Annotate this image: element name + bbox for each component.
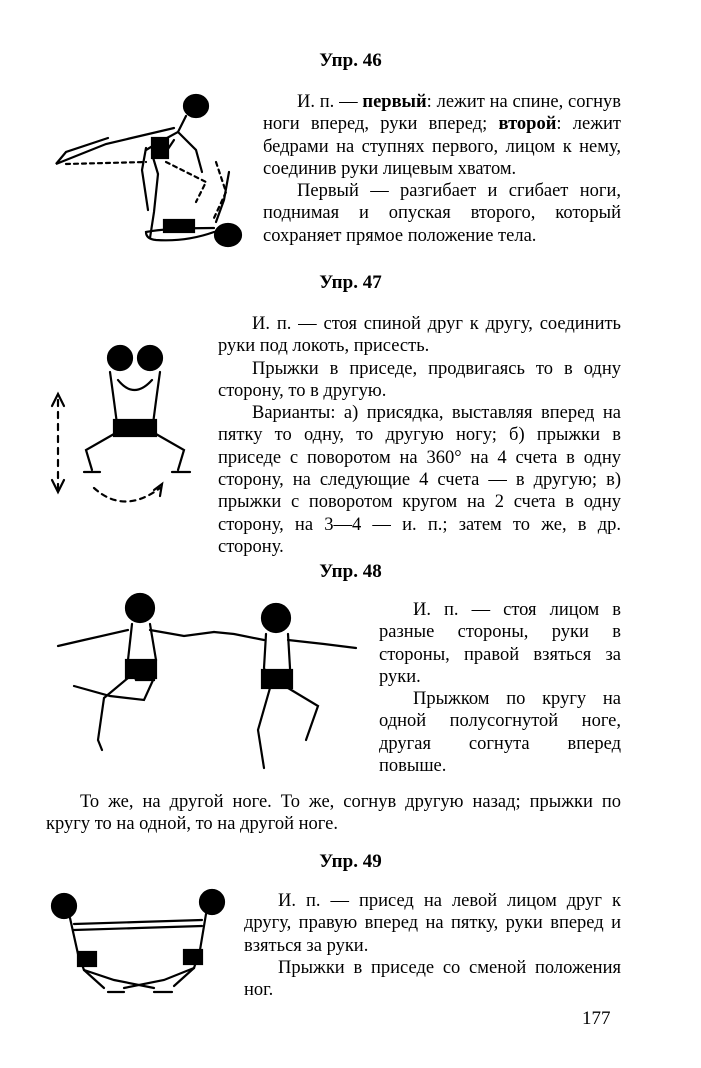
ex46-p1-a: И. п. — (297, 92, 363, 112)
ex46-p1-e: : лежит бедрами на ступнях первого, лицом к нему, соединив руки лицевым хватом. (263, 114, 621, 179)
ex46-second: второй (498, 114, 557, 135)
exercise-46-title: Упр. 46 (319, 50, 382, 71)
exercise-46-text (263, 91, 621, 247)
exercise-48-side-text (379, 599, 621, 777)
exercise-48-illustration (44, 590, 364, 780)
ex46-paragraph-2: Первый — разгибает и сгибает ноги, поднимая и опуская второго, который сохраняет прямое положение тела. (263, 181, 621, 246)
exercise-47-illustration (44, 340, 214, 510)
ex49-paragraph-1: И. п. — присед на левой лицом друг к другу, правую вперед на пятку, руки вперед и взяться за руки. (244, 891, 621, 956)
exercise-49-text (244, 890, 621, 1001)
exercise-47-title: Упр. 47 (319, 272, 382, 293)
page-number: 177 (582, 1008, 611, 1029)
ex48-paragraph-3: То же, на другой ноге. То же, согнув другую назад; прыжки по кругу то на одной, то на другой ноге. (46, 792, 621, 835)
ex47-paragraph-1: И. п. — стоя спиной друг к другу, соединить руки под локоть, присесть. (218, 314, 621, 357)
ex48-paragraph-1: И. п. — стоя лицом в разные стороны, руки в стороны, правой взяться за руки. (379, 600, 621, 687)
ex48-paragraph-2: Прыжком по кругу на одной полусогнутой ноге, другая согнута вперед повыше. (379, 689, 621, 777)
ex49-paragraph-2: Прыжки в приседе со сменой положения ног. (244, 957, 621, 1001)
exercise-47-text (218, 313, 621, 558)
exercise-48-bottom-text (46, 791, 621, 836)
ex46-first: первый (362, 92, 427, 112)
exercise-48-title: Упр. 48 (319, 561, 382, 582)
ex47-paragraph-3: Варианты: а) присядка, выставляя вперед на пятку то одну, то другую ногу; б) прыжки в приседе с поворотом на 360° на 4 счета в одну сторону, на следующие 4 счета — в другую; в) прыжки с поворотом кругом на 2 счета в одну сторону, на 3—4 — и. п.; затем то же, в др. сторону. (218, 403, 621, 557)
exercise-46-illustration (46, 92, 246, 252)
ex47-paragraph-2: Прыжки в приседе, продвигаясь то в одну сторону, то в другую. (218, 358, 621, 401)
ex46-p1-c: : лежит на спине, согнув ноги вперед, руки вперед; (263, 92, 621, 135)
exercise-49-illustration (44, 884, 234, 1004)
exercise-49-title: Упр. 49 (319, 851, 382, 872)
